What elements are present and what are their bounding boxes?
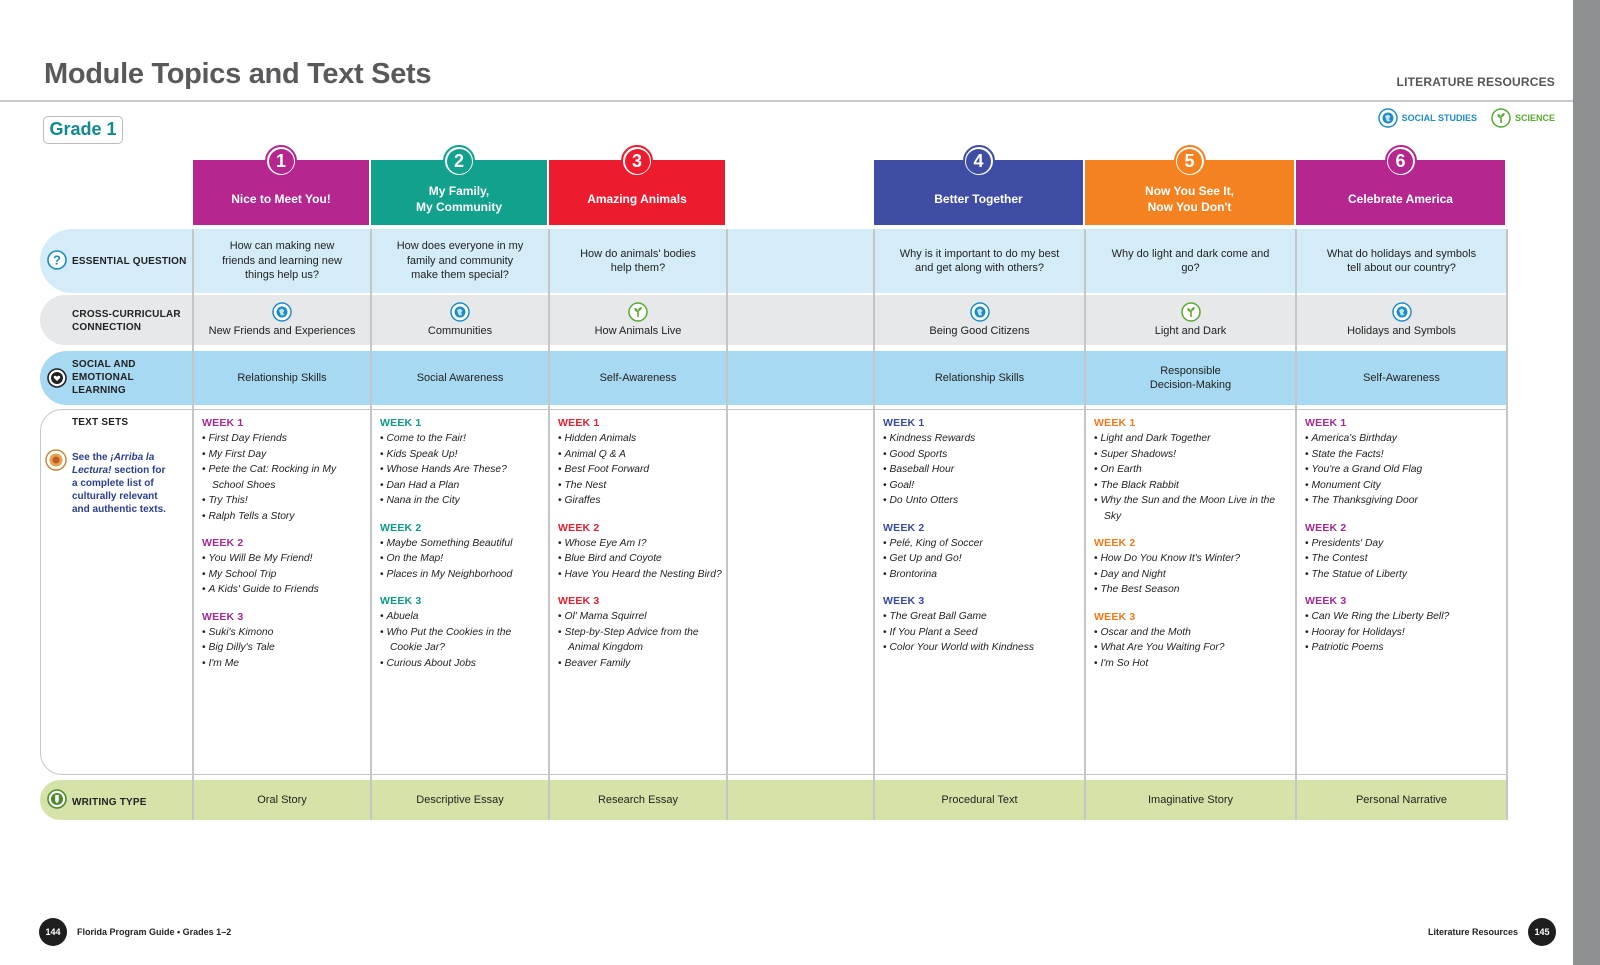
- text-set-column: [1094, 415, 1291, 682]
- module-header: [371, 151, 547, 225]
- text-title: • Kids Speak Up!: [380, 447, 544, 463]
- cross-curricular-cell: [1297, 302, 1506, 337]
- text-title: • Monument City: [1305, 478, 1502, 494]
- week-label: WEEK 1: [1305, 417, 1347, 429]
- sel-label-line-1: SOCIAL AND: [72, 359, 136, 370]
- side-note: [72, 451, 172, 516]
- sel-text-line: Decision-Making: [1149, 379, 1232, 391]
- module-title-line: Now You Don't: [1147, 199, 1232, 214]
- text-title: • The Thanksgiving Door: [1305, 493, 1502, 509]
- heart-head-icon: [47, 368, 67, 388]
- module-title-line: My Community: [415, 199, 502, 214]
- arriba-la-lectura-icon: [45, 449, 67, 471]
- sel-cell: [1297, 351, 1506, 405]
- essential-question-text: How does everyone in my family and community make them special?: [396, 240, 524, 282]
- text-title: • I'm Me: [202, 656, 366, 672]
- footer-left-text: Florida Program Guide • Grades 1–2: [77, 927, 232, 937]
- text-set-column: [1305, 415, 1502, 667]
- social-studies-icon: [1297, 302, 1506, 322]
- sel-text-line: Self-Awareness: [599, 371, 677, 384]
- sel-cell: [194, 351, 370, 405]
- week-text-list: [1305, 431, 1502, 509]
- week-text-list: [883, 431, 1080, 509]
- module-number: 5: [1177, 149, 1202, 174]
- legend-social-label: SOCIAL STUDIES: [1401, 113, 1477, 123]
- text-title: • Try This!: [202, 493, 366, 509]
- text-title: • Who Put the Cookies in the Cookie Jar?: [380, 625, 544, 656]
- week-text-list: [558, 431, 722, 509]
- text-title: • Places in My Neighborhood: [380, 567, 544, 583]
- text-title: • Nana in the City: [380, 493, 544, 509]
- svg-text:?: ?: [53, 252, 61, 268]
- week-label: WEEK 1: [883, 417, 925, 429]
- text-title: • Good Sports: [883, 447, 1080, 463]
- week-text-list: [202, 551, 366, 598]
- text-title: • If You Plant a Seed: [883, 625, 1080, 641]
- text-title: • Color Your World with Kindness: [883, 640, 1080, 656]
- text-title: • Big Dilly's Tale: [202, 640, 366, 656]
- text-title: • Do Unto Otters: [883, 493, 1080, 509]
- writing-type-text: Procedural Text: [941, 793, 1018, 806]
- week-text-list: [558, 536, 722, 583]
- text-title: • Have You Heard the Nesting Bird?: [558, 567, 722, 583]
- sel-label: [72, 358, 136, 397]
- week-label: WEEK 3: [883, 595, 925, 607]
- week-text-list: [883, 609, 1080, 656]
- cross-curricular-cell: [1086, 302, 1295, 337]
- module-number: 3: [625, 149, 650, 174]
- text-title: • Suki's Kimono: [202, 625, 366, 641]
- text-title: • The Black Rabbit: [1094, 478, 1291, 494]
- week-text-list: [1305, 609, 1502, 656]
- essential-question-text: How do animals' bodies help them?: [580, 247, 696, 274]
- text-title: • Patriotic Poems: [1305, 640, 1502, 656]
- text-title: • Kindness Rewards: [883, 431, 1080, 447]
- text-title: • How Do You Know It's Winter?: [1094, 551, 1291, 567]
- column-divider: [726, 229, 728, 820]
- legend-social-studies: [1378, 108, 1477, 128]
- column-divider: [1506, 229, 1508, 820]
- text-title: • The Statue of Liberty: [1305, 567, 1502, 583]
- text-title: • First Day Friends: [202, 431, 366, 447]
- footer-left: [39, 918, 231, 946]
- week-text-list: [202, 431, 366, 524]
- writing-type-text: Descriptive Essay: [416, 793, 504, 806]
- pencil-icon: [47, 789, 67, 809]
- legend-science-label: SCIENCE: [1514, 113, 1555, 123]
- module-title-line: Celebrate America: [1348, 191, 1453, 206]
- module-header: [874, 151, 1083, 225]
- text-title: • Abuela: [380, 609, 544, 625]
- week-text-list: [558, 609, 722, 671]
- cross-curricular-cell: [875, 302, 1084, 337]
- week-label: WEEK 3: [1305, 595, 1347, 607]
- cross-curricular-cell: [372, 302, 548, 337]
- side-note-prefix: See the: [72, 452, 111, 463]
- module-number-badge: [1174, 145, 1206, 177]
- text-title: • Whose Hands Are These?: [380, 462, 544, 478]
- module-number-badge: [963, 145, 995, 177]
- text-title: • America's Birthday: [1305, 431, 1502, 447]
- week-label: WEEK 1: [1094, 417, 1136, 429]
- essential-question-text: How can making new friends and learning new things help us?: [222, 240, 342, 282]
- text-set-column: [883, 415, 1080, 667]
- week-label: WEEK 1: [202, 417, 244, 429]
- text-title: • Hooray for Holidays!: [1305, 625, 1502, 641]
- text-title: • Ol' Mama Squirrel: [558, 609, 722, 625]
- text-title: • My First Day: [202, 447, 366, 463]
- module-number: 2: [447, 149, 472, 174]
- title-divider: [0, 100, 1573, 102]
- grade-badge: Grade 1: [43, 116, 123, 144]
- legend: [1378, 108, 1555, 128]
- sel-label-line-2: EMOTIONAL: [72, 372, 134, 383]
- module-number-badge: [265, 145, 297, 177]
- social-studies-icon: [372, 302, 548, 322]
- module-header: [549, 151, 725, 225]
- module-title-line: My Family,: [428, 183, 490, 198]
- essential-question-text: What do holidays and symbols tell about our country?: [1326, 247, 1477, 274]
- cross-curricular-label-line-2: CONNECTION: [72, 322, 142, 333]
- text-title: • What Are You Waiting For?: [1094, 640, 1291, 656]
- text-title: • Animal Q & A: [558, 447, 722, 463]
- week-label: WEEK 2: [1094, 537, 1136, 549]
- footer-right: [1428, 918, 1556, 946]
- writing-type-text: Oral Story: [257, 793, 307, 806]
- text-title: • Light and Dark Together: [1094, 431, 1291, 447]
- module-number: 6: [1388, 149, 1413, 174]
- sel-text-line: Relationship Skills: [237, 371, 327, 384]
- text-title: • State the Facts!: [1305, 447, 1502, 463]
- sel-cell: [372, 351, 548, 405]
- week-label: WEEK 3: [380, 595, 422, 607]
- text-title: • On Earth: [1094, 462, 1291, 478]
- sel-label-line-3: LEARNING: [72, 385, 126, 396]
- legend-science: [1491, 108, 1555, 128]
- text-title: • On the Map!: [380, 551, 544, 567]
- week-label: WEEK 2: [380, 521, 422, 534]
- science-icon: [1491, 108, 1511, 128]
- text-title: • Blue Bird and Coyote: [558, 551, 722, 567]
- text-title: • Super Shadows!: [1094, 447, 1291, 463]
- text-title: • Hidden Animals: [558, 431, 722, 447]
- module-number-badge: [621, 145, 653, 177]
- week-label: WEEK 2: [558, 521, 600, 534]
- cross-curricular-text: Being Good Citizens: [929, 325, 1030, 337]
- module-title-line: Now You See It,: [1145, 183, 1234, 198]
- week-label: WEEK 3: [202, 610, 244, 623]
- science-icon: [1086, 302, 1295, 322]
- module-number-badge: [443, 145, 475, 177]
- module-number-badge: [1385, 145, 1417, 177]
- text-title: • You're a Grand Old Flag: [1305, 462, 1502, 478]
- text-title: • I'm So Hot: [1094, 656, 1291, 672]
- text-title: • Goal!: [883, 478, 1080, 494]
- cross-curricular-text: New Friends and Experiences: [208, 325, 356, 337]
- section-label: LITERATURE RESOURCES: [1396, 75, 1555, 89]
- page-number-left: 144: [39, 918, 67, 946]
- sel-text-line: Social Awareness: [416, 371, 504, 384]
- week-label: WEEK 1: [380, 417, 422, 429]
- cross-curricular-cell: [194, 302, 370, 337]
- text-title: • The Best Season: [1094, 582, 1291, 598]
- page-edge-strip: [1573, 0, 1600, 965]
- week-text-list: [1094, 431, 1291, 524]
- text-sets-label: TEXT SETS: [72, 417, 129, 428]
- social-studies-icon: [194, 302, 370, 322]
- social-studies-icon: [875, 302, 1084, 322]
- text-title: • The Nest: [558, 478, 722, 494]
- week-label: WEEK 1: [558, 417, 600, 429]
- text-title: • Beaver Family: [558, 656, 722, 672]
- text-title: • Curious About Jobs: [380, 656, 544, 672]
- text-title: • Why the Sun and the Moon Live in the Sky: [1094, 493, 1291, 524]
- essential-question-label: ESSENTIAL QUESTION: [72, 256, 187, 267]
- page-title: Module Topics and Text Sets: [44, 58, 432, 90]
- footer-right-text: Literature Resources: [1427, 927, 1518, 937]
- week-text-list: [1094, 551, 1291, 598]
- essential-question-text: Why is it important to do my best and get along with others?: [899, 247, 1060, 274]
- week-text-list: [380, 536, 544, 583]
- cross-curricular-cell: [550, 302, 726, 337]
- text-set-column: [558, 415, 722, 682]
- text-title: • Whose Eye Am I?: [558, 536, 722, 552]
- week-text-list: [380, 431, 544, 509]
- text-title: • Can We Ring the Liberty Bell?: [1305, 609, 1502, 625]
- text-title: • Brontorina: [883, 567, 1080, 583]
- text-title: • Pelé, King of Soccer: [883, 536, 1080, 552]
- week-text-list: [1094, 625, 1291, 672]
- side-note-title: ¡Arriba la Lectura!: [72, 452, 155, 476]
- cross-curricular-text: Light and Dark: [1154, 325, 1227, 337]
- text-title: • My School Trip: [202, 567, 366, 583]
- week-text-list: [1305, 536, 1502, 583]
- cross-curricular-text: How Animals Live: [594, 325, 682, 337]
- text-title: • Day and Night: [1094, 567, 1291, 583]
- cross-curricular-label: [72, 308, 181, 334]
- week-label: WEEK 2: [1305, 521, 1347, 534]
- week-text-list: [883, 536, 1080, 583]
- week-text-list: [380, 609, 544, 671]
- science-icon: [550, 302, 726, 322]
- text-title: • Oscar and the Moth: [1094, 625, 1291, 641]
- week-text-list: [202, 625, 366, 672]
- sel-text-line: Self-Awareness: [1363, 371, 1440, 384]
- text-title: • Best Foot Forward: [558, 462, 722, 478]
- week-label: WEEK 3: [558, 595, 600, 607]
- module-number: 1: [269, 149, 294, 174]
- cross-curricular-label-line-1: CROSS-CURRICULAR: [72, 309, 181, 320]
- cross-curricular-text: Communities: [427, 325, 493, 337]
- module-number: 4: [966, 149, 991, 174]
- text-title: • The Contest: [1305, 551, 1502, 567]
- module-header: [1085, 151, 1294, 225]
- sel-cell: [1086, 351, 1295, 405]
- text-title: • Maybe Something Beautiful: [380, 536, 544, 552]
- question-mark-icon: [47, 250, 67, 270]
- writing-type-label: WRITING TYPE: [72, 797, 147, 808]
- week-label: WEEK 2: [883, 521, 925, 534]
- text-title: • Baseball Hour: [883, 462, 1080, 478]
- writing-type-text: Research Essay: [597, 793, 679, 806]
- cross-curricular-text: Holidays and Symbols: [1347, 325, 1456, 337]
- week-label: WEEK 2: [202, 537, 244, 549]
- sel-cell: [550, 351, 726, 405]
- text-title: • You Will Be My Friend!: [202, 551, 366, 567]
- text-title: • Ralph Tells a Story: [202, 509, 366, 525]
- essential-question-text: Why do light and dark come and go?: [1111, 247, 1270, 274]
- text-title: • Dan Had a Plan: [380, 478, 544, 494]
- text-title: • Presidents' Day: [1305, 536, 1502, 552]
- module-header: [1296, 151, 1505, 225]
- module-title-line: Nice to Meet You!: [231, 191, 331, 206]
- text-title: • Giraffes: [558, 493, 722, 509]
- text-title: • Pete the Cat: Rocking in My School Shoes: [202, 462, 366, 493]
- side-note-suffix: section for a complete list of culturally relevant and authentic texts.: [72, 465, 166, 515]
- sel-cell: [875, 351, 1084, 405]
- week-label: WEEK 3: [1094, 610, 1136, 623]
- text-title: • Get Up and Go!: [883, 551, 1080, 567]
- module-title-line: Better Together: [934, 191, 1023, 206]
- text-set-column: [202, 415, 366, 682]
- writing-type-text: Personal Narrative: [1355, 793, 1448, 806]
- writing-type-text: Imaginative Story: [1148, 793, 1233, 806]
- sel-text-line: Responsible: [1160, 364, 1221, 377]
- page-number-right: 145: [1528, 918, 1556, 946]
- text-title: • Step-by-Step Advice from the Animal Kingdom: [558, 625, 722, 656]
- text-title: • The Great Ball Game: [883, 609, 1080, 625]
- module-header: [193, 151, 369, 225]
- module-title-line: Amazing Animals: [587, 191, 687, 206]
- text-title: • Come to the Fair!: [380, 431, 544, 447]
- social-studies-icon: [1378, 108, 1398, 128]
- sel-text-line: Relationship Skills: [934, 371, 1025, 384]
- text-set-column: [380, 415, 544, 682]
- text-title: • A Kids' Guide to Friends: [202, 582, 366, 598]
